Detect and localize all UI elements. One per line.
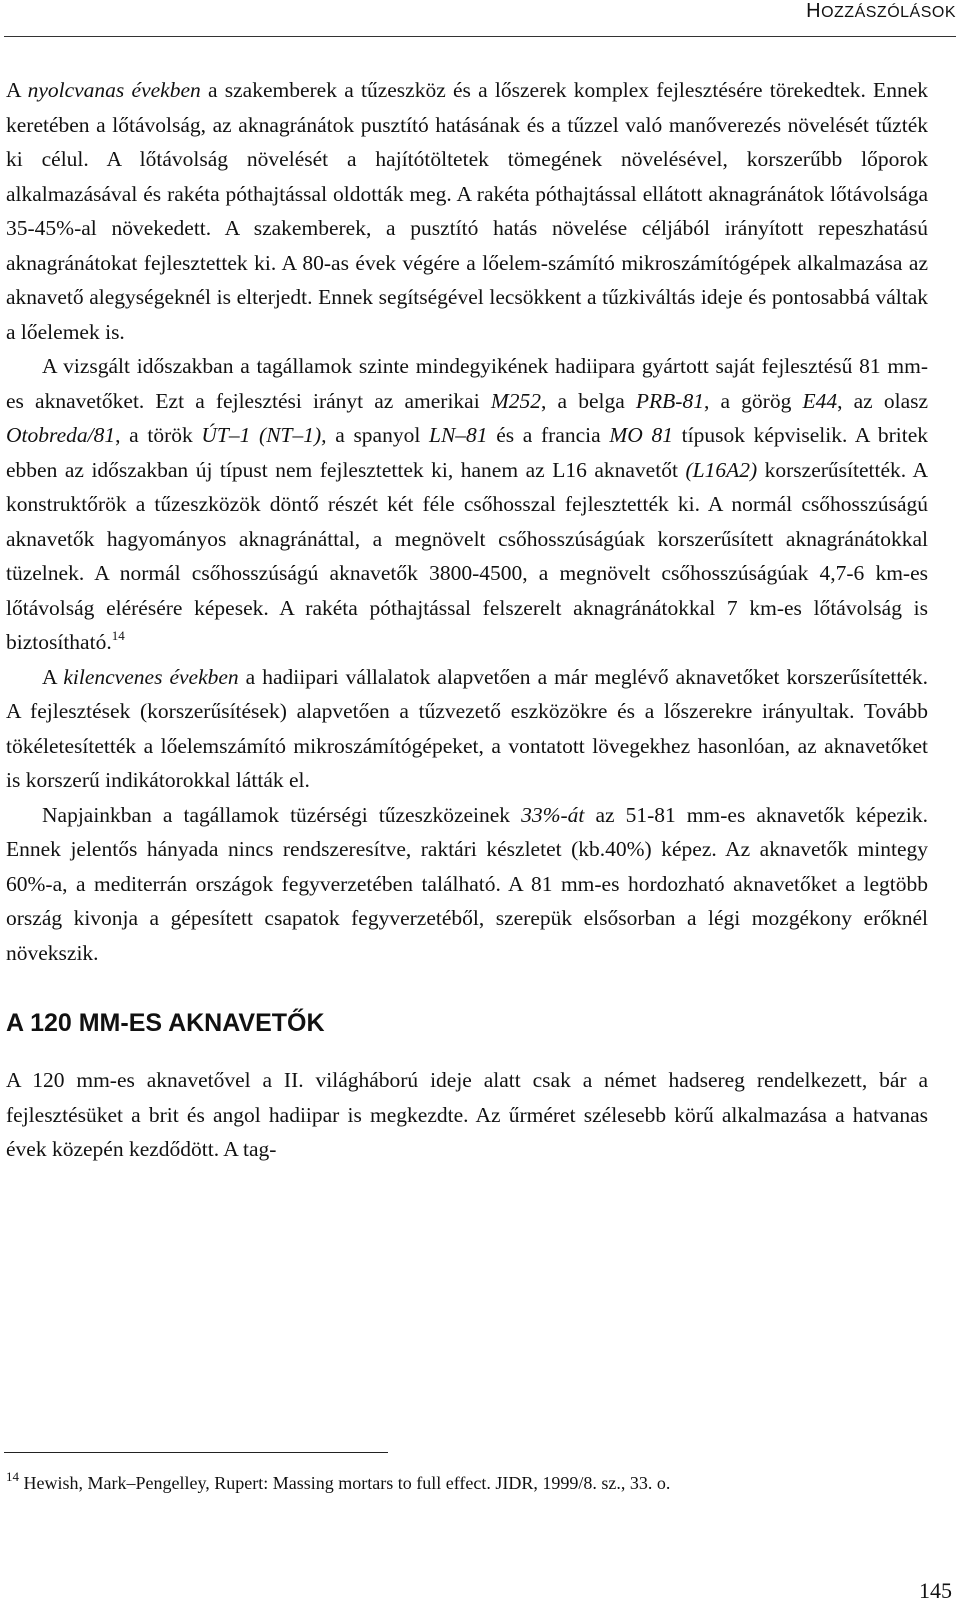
footnote-text: Hewish, Mark–Pengelley, Rupert: Massing mortars to full effect. JIDR, 1999/8. sz., 33. o. xyxy=(19,1473,671,1493)
footnote-reference[interactable]: 14 xyxy=(111,628,125,643)
text-run: , a görög xyxy=(703,388,803,413)
model-name: ÚT–1 (NT–1), xyxy=(201,423,327,447)
paragraph-present-day xyxy=(6,798,928,971)
text-run: , az olasz xyxy=(837,388,929,413)
text-run: és a francia xyxy=(487,423,610,447)
text-run: a hadiipari vállalatok alapvetően a már meglévő aknavetőket korszerűsítették. A fejlesztések (korszerűsítések) alapvetően a tűzvezető eszközökre és a lőszerekre irányultak. Tovább tökéletesítették a lőelemszámító mikroszámítógépeket, a vontatott lövegekhez hasonlóan, az aknavetőket is korszerű indikátorokkal látták el. xyxy=(6,664,928,792)
text-run: , a belga xyxy=(541,388,636,413)
paragraph-120mm: A 120 mm-es aknavetővel a II. világháború ideje alatt csak a német hadsereg rendelkezett, bár a fejlesztésüket a brit és angol hadiipar is megkezdte. Az űrméret szélesebb körű alkalmazása a hatvanas évek közepén kezdődött. A tag- xyxy=(6,1068,928,1161)
model-name: PRB-81 xyxy=(635,388,704,413)
text-run: korszerűsítették. A konstruktőrök a tűzeszközök döntő részét két féle csőhosszal fejlesztették ki. A normál csőhosszúságú aknavetők hagyományos aknagránáttal, a megnövelt csőhosszúságúak korszerűsített aknagránátokkal tüzelnek. A normál csőhosszúságú aknavetők 3800-4500, a megnövelt csőhosszúságúak 4,7-6 km-es lőtávolság elérésére képesek. A rakéta póthajtással felszerelt aknagránátokkal 7 km-es lőtávolság is biztosítható. xyxy=(6,457,928,654)
page-number: 145 xyxy=(919,1578,952,1603)
text-run: Napjainkban a tagállamok tüzérségi tűzeszközeinek xyxy=(42,802,522,827)
footnote xyxy=(6,1470,926,1496)
model-name: LN–81 xyxy=(429,423,488,447)
footnote-number: 14 xyxy=(6,1469,19,1484)
text-run: a spanyol xyxy=(326,423,429,447)
text-run: típusok képviselik. A britek ebben az időszakban új típust nem fejlesztettek ki, hanem az L16 aknavetőt xyxy=(6,423,929,482)
running-header-initial: H xyxy=(806,0,822,22)
model-name: (L16A2) xyxy=(685,457,758,482)
header-rule xyxy=(4,36,956,37)
main-text xyxy=(6,73,928,1167)
emphasis: kilencvenes években xyxy=(63,664,239,689)
model-name: Otobreda/81 xyxy=(6,423,116,447)
footnote-rule xyxy=(4,1452,388,1453)
emphasis: nyolcvanas években xyxy=(27,78,201,102)
text-run: A xyxy=(6,78,28,102)
text-run: a szakemberek a tűzeszköz és a lőszerek komplex fejlesztésére törekedtek. Ennek keretében a lőtávolság, az aknagránátok pusztító hatásának és a tűzzel való manőverezés növelését tűzték ki célul. A lőtávolság növelését a hajítótöltetek tömegének növelésével, korszerűbb lőporok alkalmazásával és rakéta póthajtással oldották meg. A rakéta póthajtással ellátott aknagránátok lőtávolsága 35-45%-al növekedett. A szakemberek, a pusztító hatás növelése céljából irányított repeszhatású aknagránátokat fejlesztettek ki. A 80-as évek végére a lőelem-számító mikroszámítógépek alkalmazása az aknavető alegységeknél is elterjedt. Ennek segítségével lecsökkent a tűzkiváltás ideje és pontosabbá váltak a lőelemek is. xyxy=(6,78,928,344)
model-name: E44 xyxy=(802,388,838,413)
model-name: M252 xyxy=(490,388,542,413)
text-run: az 51-81 mm-es aknavetők képezik. Ennek jelentős hányada nincs rendszeresítve, raktári készletet (kb.40%) képez. Az aknavetők mintegy 60%-a, a mediterrán országok fegyverzetében található. A 81 mm-es hordozható aknavetőket a legtöbb ország kivonja a gépesített csapatok fegyverzetéből, szerepük elsősorban a légi mozgékony erőknél növekszik. xyxy=(6,802,929,965)
running-header-rest: OZZÁSZÓLÁSOK xyxy=(821,4,956,21)
emphasis: 33%-át xyxy=(521,802,585,827)
paragraph-nineties xyxy=(6,660,928,798)
text-run: A xyxy=(42,664,64,689)
running-header xyxy=(806,0,956,23)
section-heading: A 120 MM-ES AKNAVETŐK xyxy=(6,1009,325,1037)
text-run: , a török xyxy=(115,423,202,447)
model-name: MO 81 xyxy=(609,423,673,447)
paragraph-81mm-models xyxy=(6,349,928,660)
paragraph-eighties xyxy=(6,73,928,349)
text-run: A vizsgált időszakban a tagállamok szinte mindegyikének hadiipara gyártott saját fejlesztésű 81 mm-es aknavetőket. Ezt a fejlesztési irányt az amerikai xyxy=(6,354,928,413)
